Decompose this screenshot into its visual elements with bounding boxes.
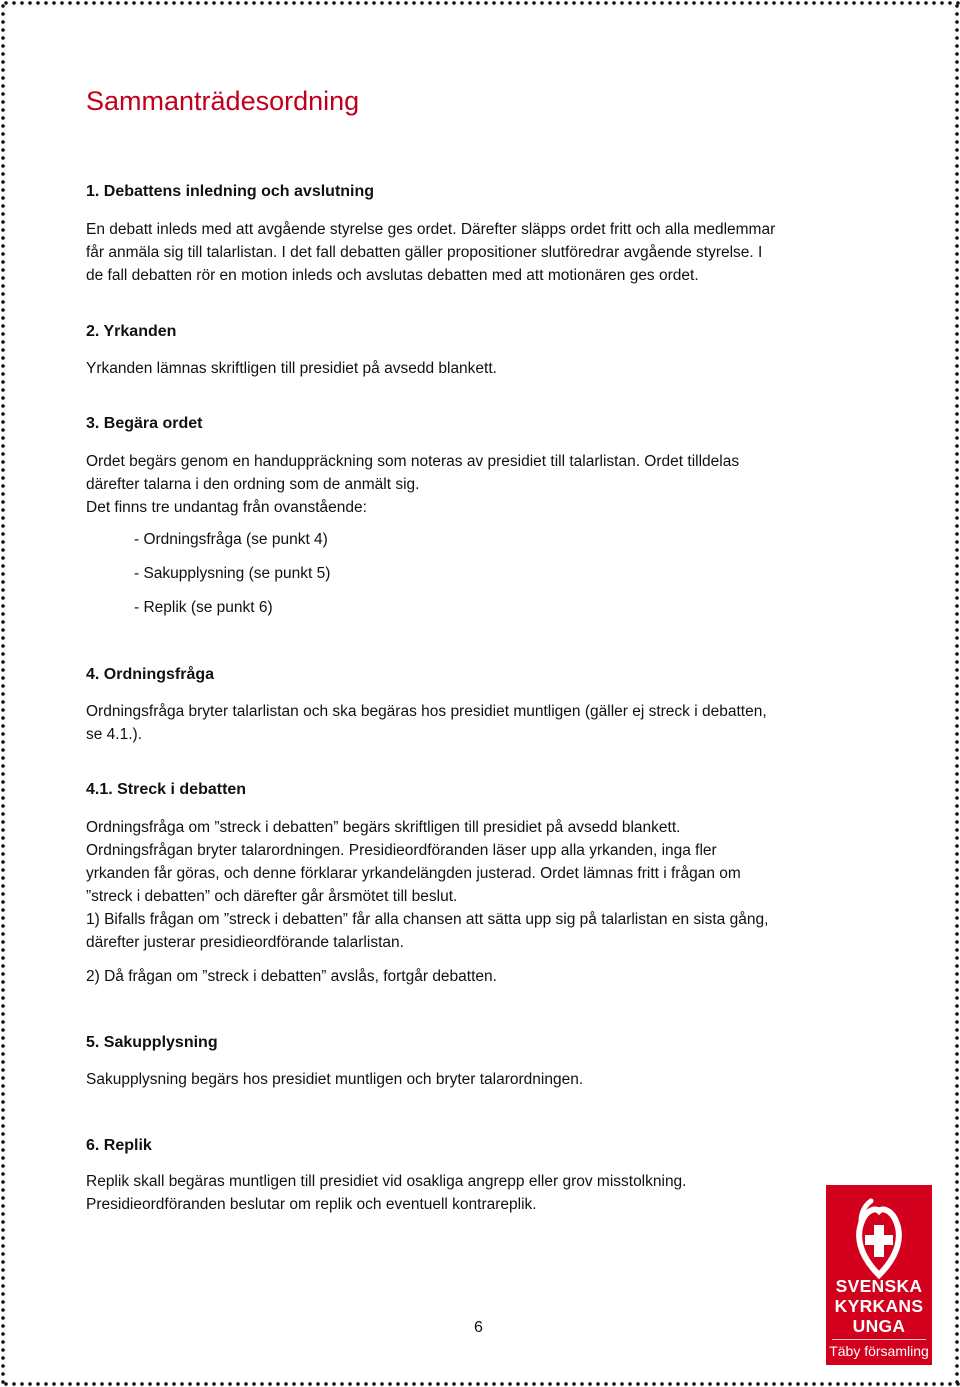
section-body-1 (86, 218, 876, 287)
section-body-3 (86, 450, 876, 519)
section-heading-4-1: 4.1. Streck i debatten (86, 781, 247, 798)
section-body-2 (86, 357, 876, 380)
list-item-sakupplysning: - Sakupplysning (se punkt 5) (134, 565, 331, 582)
dotted-border-top (0, 0, 960, 8)
text-line: 1) Bifalls frågan om ”streck i debatten” får alla chansen att sätta upp sig på talarlistan en sista gång, (86, 911, 769, 928)
text-line: Ordningsfråga bryter talarlistan och ska begäras hos presidiet muntligen (gäller ej streck i debatten, (86, 703, 767, 720)
section-body-4-1-extra (86, 965, 876, 988)
text-line: Yrkanden lämnas skriftligen till presidiet på avsedd blankett. (86, 360, 497, 377)
text-line: därefter justerar presidieordförande talarlistan. (86, 934, 404, 951)
section-body-5 (86, 1068, 876, 1091)
section-heading-6: 6. Replik (86, 1137, 152, 1154)
text-line: de fall debatten rör en motion inleds och avslutas debatten med att motionären ges ordet. (86, 267, 699, 284)
logo-divider (832, 1339, 926, 1340)
text-line: yrkanden får göras, och denne förklarar yrkandelängden justerad. Ordet lämnas fritt i frågan om (86, 865, 741, 882)
text-line: ”streck i debatten” och därefter går årsmötet till beslut. (86, 888, 458, 905)
section-body-4-1 (86, 816, 876, 954)
logo-text-line-1: SVENSKA (835, 1276, 923, 1296)
section-body-4 (86, 700, 876, 746)
logo-text-line-3: UNGA (852, 1316, 906, 1336)
page-title: Sammanträdesordning (86, 86, 360, 116)
dotted-border-right (952, 0, 960, 1387)
cross-heart-icon (849, 1191, 909, 1281)
section-heading-3: 3. Begära ordet (86, 415, 203, 432)
section-heading-2: 2. Yrkanden (86, 323, 177, 340)
logo-subtitle: Täby församling (829, 1343, 929, 1359)
list-item-ordningsfraga: - Ordningsfråga (se punkt 4) (134, 531, 328, 548)
section-body-6 (86, 1170, 876, 1216)
section-heading-4: 4. Ordningsfråga (86, 666, 215, 683)
text-line: Det finns tre undantag från ovanstående: (86, 499, 367, 516)
dotted-border-left (0, 0, 8, 1387)
list-item-replik: - Replik (se punkt 6) (134, 599, 273, 616)
section-heading-1: 1. Debattens inledning och avslutning (86, 183, 375, 200)
text-line: 2) Då frågan om ”streck i debatten” avslås, fortgår debatten. (86, 968, 497, 985)
text-line: därefter talarna i den ordning som de anmält sig. (86, 476, 420, 493)
text-line: Presidieordföranden beslutar om replik och eventuell kontrareplik. (86, 1196, 537, 1213)
text-line: se 4.1.). (86, 726, 142, 743)
text-line: En debatt inleds med att avgående styrelse ges ordet. Därefter släpps ordet fritt och alla medlemmar (86, 221, 776, 238)
dotted-border-bottom (0, 1379, 960, 1387)
text-line: Ordningsfråga om ”streck i debatten” begärs skriftligen till presidiet på avsedd blankett. (86, 819, 681, 836)
text-line: får anmäla sig till talarlistan. I det fall debatten gäller propositioner slutföredrar avgående styrelse. I (86, 244, 763, 261)
text-line: Ordningsfrågan bryter talarordningen. Presidieordföranden läser upp alla yrkanden, inga fler (86, 842, 717, 859)
text-line: Sakupplysning begärs hos presidiet muntligen och bryter talarordningen. (86, 1071, 584, 1088)
section-heading-5: 5. Sakupplysning (86, 1034, 218, 1051)
text-line: Ordet begärs genom en handuppräckning som noteras av presidiet till talarlistan. Ordet tilldelas (86, 453, 740, 470)
page-number: 6 (474, 1319, 483, 1336)
text-line: Replik skall begäras muntligen till presidiet vid osakliga angrepp eller grov misstolkning. (86, 1173, 687, 1190)
logo-text-line-2: KYRKANS (834, 1296, 924, 1316)
svenska-kyrkans-unga-logo (826, 1185, 932, 1365)
